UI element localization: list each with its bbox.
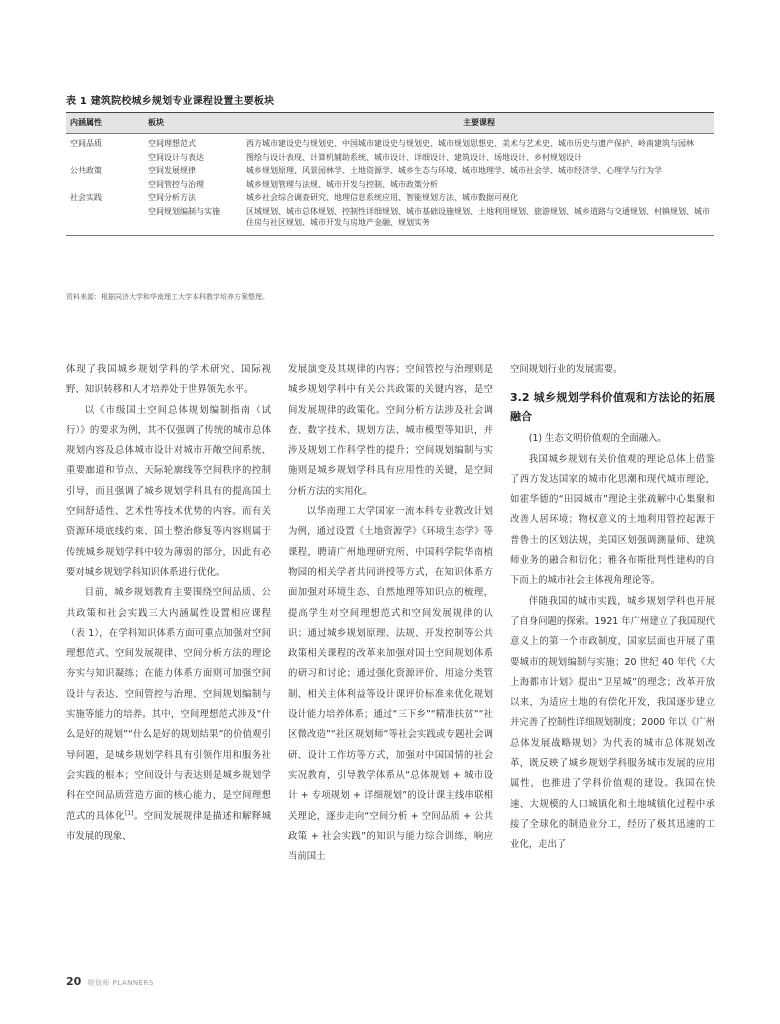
table-row (66, 152, 714, 164)
table-header-row (66, 112, 714, 134)
table-cell-courses: 西方城市建设史与规划史、中国城市建设史与规划史、城市规划思想史、美术与艺术史、城市历史与遗产保护、岭南建筑与园林 (246, 139, 694, 148)
magazine-name: 规划师 PLANNERS (87, 979, 154, 987)
table-body (66, 134, 714, 236)
page-number: 20 (66, 975, 82, 988)
table-cell-module: 空间理想范式 (148, 139, 196, 148)
citation-marker[interactable]: [1] (124, 809, 134, 817)
paragraph: 我国城乡规划有关价值观的理论总体上借鉴了西方发达国家的城市化思潮和现代城市理论，如霍华德的“田园城市”理论主张疏解中心集聚和改善人居环境；物权意义的土地利用管控起源于普鲁士的区划法规，美国区划强调测量师、建筑师业务的融合和衍化；雅各布斯批判性建构的自下而上的城市社会主体视角理论等。 (510, 453, 715, 587)
paragraph: 体现了我国城乡规划学科的学术研究、国际视野、知识转移和人才培养处于世界领先水平。 (66, 364, 271, 396)
paragraph: 发展演变及其规律的内容；空间管控与治理则是城乡规划学科中有关公共政策的关键内容，是空间发展规律的政策化。空间分析方法涉及社会调查、数字技术、规划方法、城市模型等知识，并涉及规划工作科学性的提升；空间规划编制与实施则是城乡规划学科具有应用性的关键，是空间分析方法的实用化。 (288, 364, 493, 497)
table-cell-attribute (66, 152, 146, 164)
table-source-note: 资料来源：根据同济大学和华南理工大学本科教学培养方案整理。 (66, 293, 269, 301)
table-cell-courses: 区域规划、城市总体规划、控制性详细规划、城市基础设施规划、土地利用规划、旅游规划、城乡道路与交通规划、村镇规划、城市住房与社区规划、城市开发与房地产金融、规划实务 (246, 206, 710, 227)
paragraph: 伴随我国的城市实践，城乡规划学科也开展了自身问题的探索。1921 年广州建立了我国现代意义上的第一个市政制度，国家层面也开展了重要城市的规划编制与实施；20 世纪 40 年代《大上海都市计划》提出“卫星城”的理念；改革开放以来，为适应土地的有偿化开发，我国逐步建立并完善了控制性详细规划制度；2000 年以《广州总体发展战略规划》为代表的城市总体规划改革，既反映了城乡规划学科服务城市发展的应用属性，也推进了学科价值观的建设。我国在快速、大规模的人口城镇化和土地城镇化过程中承接了全球化的制造业分工，经历了极其迅速的工业化，走出了 (510, 595, 715, 851)
table-cell-attribute (66, 206, 146, 229)
text-column-1 (66, 360, 271, 847)
table-header-courses: 主要课程 (463, 118, 495, 128)
table-header-attribute: 内涵属性 (70, 118, 102, 128)
subsection-heading: (1) 生态文明价值观的全面融入。 (528, 433, 667, 445)
paragraph: 空间规划行业的发展需要。 (510, 364, 623, 375)
table-row (66, 192, 714, 204)
table-cell-attribute (66, 179, 146, 191)
table-cell-module: 空间分析方法 (148, 193, 196, 202)
table-cell-attribute: 公共政策 (70, 166, 102, 175)
table-cell-attribute: 社会实践 (70, 193, 102, 202)
table-cell-module: 空间发展规律 (148, 166, 196, 175)
section-heading: 3.2 城乡规划学科价值观和方法论的拓展融合 (510, 391, 715, 424)
paragraph: 以《市级国土空间总体规划编制指南（试行）》的要求为例，其不仅强调了传统的城市总体规划内容及总体城市设计对城市开敞空间系统、重要廊道和节点、天际轮廓线等空间秩序的控制引导，而且强调了城乡规划学科具有的提高国土空间舒适性、艺术性等技术优势的内容。而有关资源环境底线约束、国土整治修复等内容则属于传统城乡规划学科中较为薄弱的部分，因此有必要对城乡规划学科知识体系进行优化。 (66, 404, 271, 578)
text-column-2 (288, 360, 493, 867)
table-cell-courses: 城乡规划原理、风景园林学、土地资源学、城乡生态与环境、城市地理学、城市社会学、城市经济学、心理学与行为学 (246, 166, 662, 175)
table-header-module: 板块 (148, 118, 164, 128)
text-column-3 (510, 360, 715, 856)
table-cell-module: 空间设计与表达 (148, 152, 204, 162)
table-cell-attribute: 空间品质 (70, 139, 102, 148)
table-row (66, 206, 714, 229)
paragraph (66, 583, 271, 847)
table-cell-module: 空间管控与治理 (148, 179, 204, 189)
table-row (66, 165, 714, 177)
table-caption: 表 1 建筑院校城乡规划专业课程设置主要板块 (66, 96, 275, 107)
paragraph-text: 。空间发展规律是描述和解释城市发展的现象、 (66, 810, 271, 842)
page-footer (66, 975, 154, 988)
table-cell-module: 空间规划编制与实施 (148, 206, 220, 216)
table-cell-courses: 城乡社会综合调查研究、地理信息系统应用、智能规划方法、城市数据可视化 (246, 193, 518, 202)
paragraph-text: 目前，城乡规划教育主要围绕空间品质、公共政策和社会实践三大内涵属性设置相应课程（表 1），在学科知识体系方面可重点加强对空间理想范式、空间发展规律、空间分析方法的理论夯实与知识凝练；在能力体系方面则可加强空间设计与表达、空间管控与治理、空间规划编制与实施等能力的培养。其中，空间理想范式涉及“什么是好的规划”“什么是好的规划结果”的价值观引导问题，是城乡规划学科具有引领作用和服务社会实践的根本；空间设计与表达则是城乡规划学科在空间品质营造方面的核心能力，是空间理想范式的具体化 (66, 587, 271, 822)
table-cell-courses: 图绘与设计表现、计算机辅助系统、城市设计、详细设计、建筑设计、场地设计、乡村规划设计 (246, 152, 582, 162)
course-table (66, 112, 714, 236)
table-row (66, 138, 714, 150)
table-row (66, 179, 714, 191)
table-cell-courses: 城乡规划管理与法规、城市开发与控制、城市政策分析 (246, 179, 438, 189)
paragraph: 以华南理工大学国家一流本科专业教改计划为例，通过设置《土地资源学》《环境生态学》等课程，聘请广州地理研究所、中国科学院华南植物园的相关学者共同讲授等方式，在知识体系方面加强对环境生态、自然地理等知识点的梳理，提高学生对空间理想范式和空间发展规律的认识；通过城乡规划原理、法规、开发控制等公共政策相关课程的改革来加强对国土空间规划体系的研习和讨论；通过强化资源评价、用途分类管制、相关主体利益等设计课评价标准来优化规划设计能力培养体系；通过“三下乡”“精准扶贫”“社区微改造”“社区规划师”等社会实践或专题社会调研、设计工作坊等方式，加强对中国国情的社会实况教育，引导教学体系从“总体规划 + 城市设计 + 专项规划 + 详细规划”的设计课主线串联相关理论，逐步走向“空间分析 + 空间品质 + 公共政策 + 社会实践”的知识与能力综合训练，响应当前国土 (288, 506, 493, 863)
